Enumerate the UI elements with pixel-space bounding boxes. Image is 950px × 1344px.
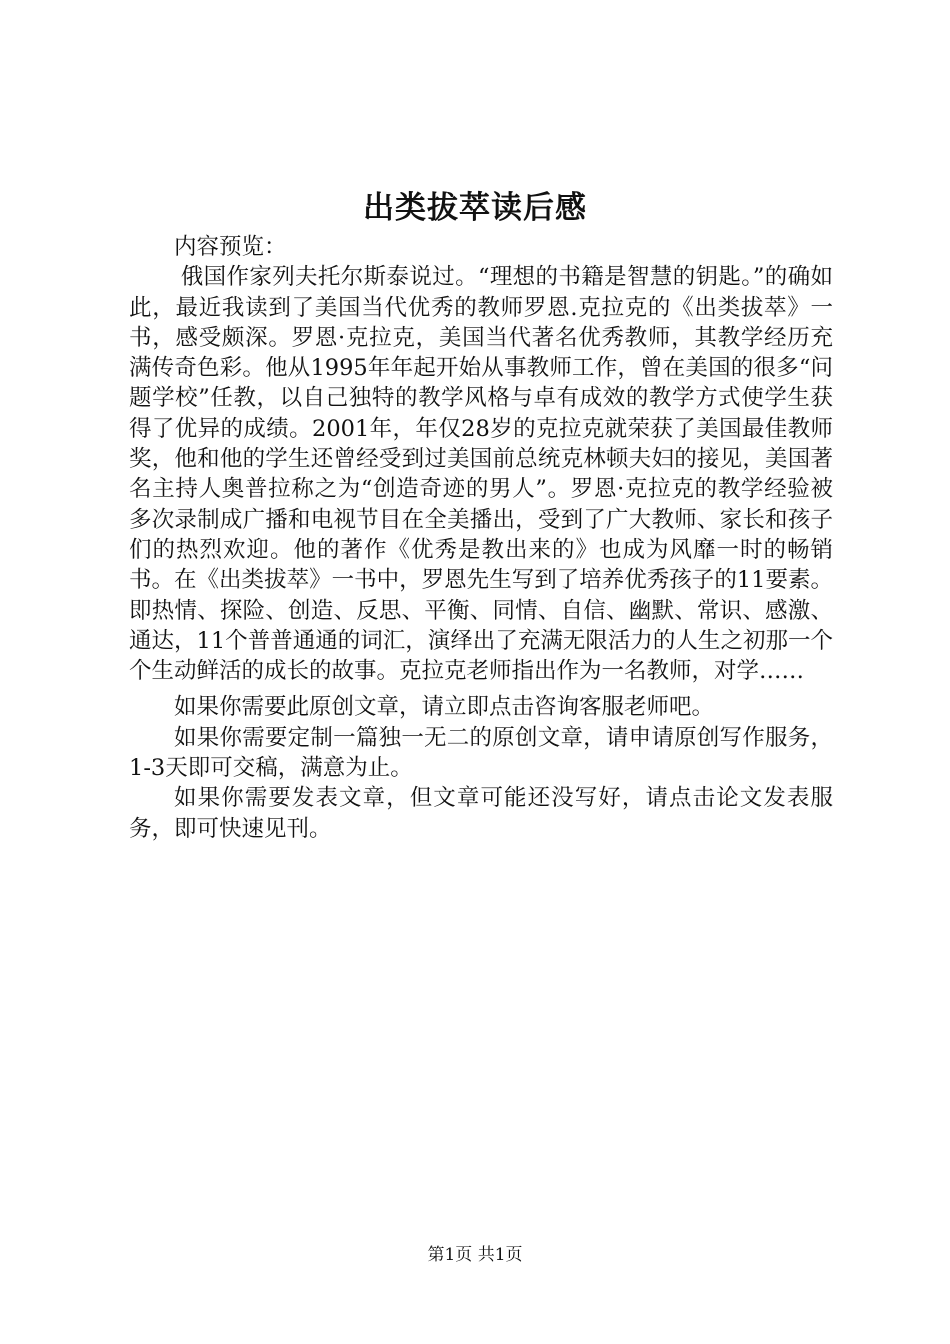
page-footer: 第1页 共1页: [427, 1245, 523, 1265]
preview-label: 内容预览：: [174, 234, 287, 260]
document-title: 出类拔萃读后感: [363, 190, 587, 226]
document-content: [129, 232, 833, 844]
service-paragraph-custom: 如果你需要定制一篇独一无二的原创文章，请申请原创写作服务，1-3天即可交稿，满意为止。: [129, 724, 833, 782]
service-paragraph-original: 如果你需要此原创文章，请立即点击咨询客服老师吧。: [174, 694, 715, 721]
service-paragraph-publish: 如果你需要发表文章，但文章可能还没写好，请点击论文发表服务，即可快速见刊。: [129, 785, 833, 842]
preview-body-paragraph: 俄国作家列夫托尔斯泰说过。“理想的书籍是智慧的钥匙。”的确如此，最近我读到了美国当代优秀的教师罗恩.克拉克的《出类拔萃》一书，感受颇深。罗恩·克拉克，美国当代著名优秀教师，其教学经历充满传奇色彩。他从1995年年起开始从事教师工作，曾在美国的很多“问题学校”任教，以自己独特的教学风格与卓有成效的教学方式使学生获得了优异的成绩。2001年，年仅28岁的克拉克就荣获了美国最佳教师奖，他和他的学生还曾经受到过美国前总统克林顿夫妇的接见，美国著名主持人奥普拉称之为“创造奇迹的男人”。罗恩·克拉克的教学经验被多次录制成广播和电视节目在全美播出，受到了广大教师、家长和孩子们的热烈欢迎。他的著作《优秀是教出来的》也成为风靡一时的畅销书。在《出类拔萃》一书中，罗恩先生写到了培养优秀孩子的11要素。即热情、探险、创造、反思、平衡、同情、自信、幽默、常识、感激、通达，11个普普通通的词汇，演绎出了充满无限活力的人生之初那一个个生动鲜活的成长的故事。克拉克老师指出作为一名教师，对学……: [129, 264, 833, 685]
